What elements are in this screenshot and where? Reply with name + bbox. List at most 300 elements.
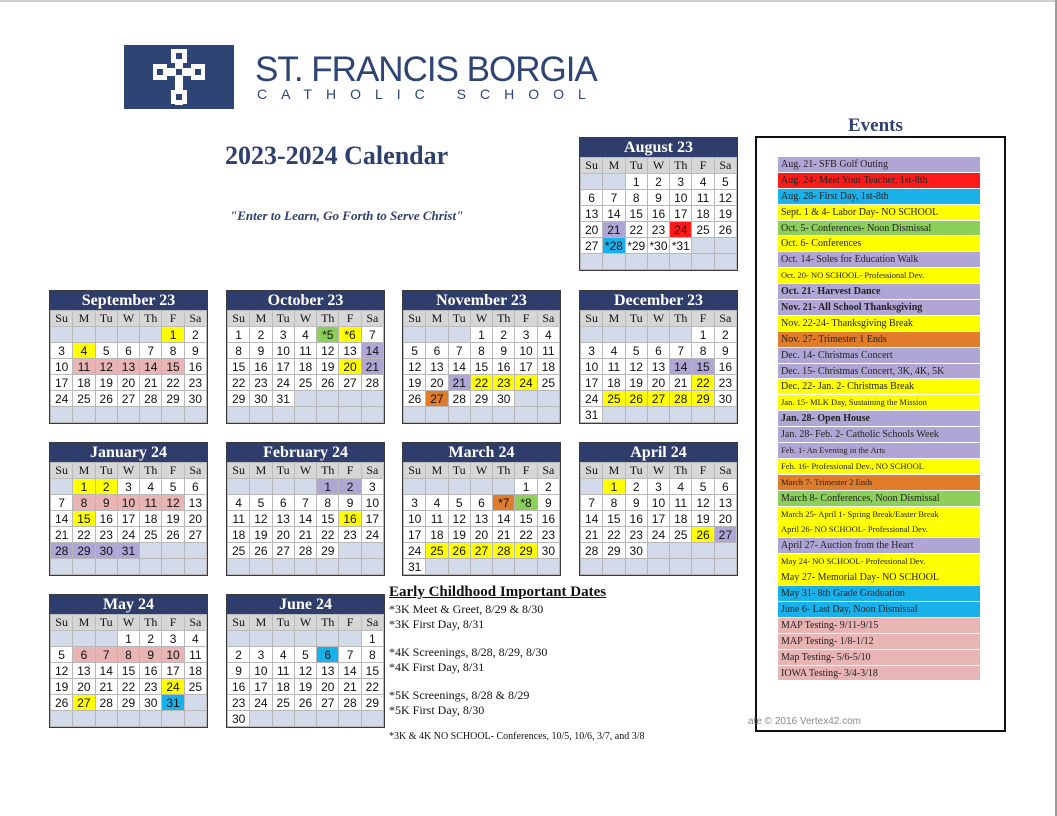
week-row: [581, 343, 737, 359]
day-cell: 12: [448, 511, 470, 527]
week-row: [228, 375, 384, 391]
day-cell: 9: [339, 495, 361, 511]
weekday-header-row: [228, 615, 384, 631]
day-cell: 28: [140, 391, 162, 407]
weekday-header: Su: [51, 311, 73, 327]
day-cell: 18: [537, 359, 559, 375]
empty-day-cell: [581, 254, 603, 270]
day-cell: 8: [470, 343, 492, 359]
day-cell: 2: [647, 174, 669, 190]
empty-day-cell: [250, 711, 272, 727]
day-cell: 20: [184, 511, 206, 527]
day-cell: 26: [162, 527, 184, 543]
weekday-header: Sa: [537, 311, 559, 327]
copyright-text: ate © 2016 Vertex42.com: [748, 716, 861, 727]
day-cell: 31: [404, 559, 426, 575]
day-cell: 5: [714, 174, 736, 190]
day-cell: 11: [184, 647, 206, 663]
weekday-header-row: [51, 615, 207, 631]
day-cell: 5: [625, 343, 647, 359]
weekday-header: Sa: [537, 463, 559, 479]
weekday-header-row: [404, 463, 560, 479]
month-grid: [227, 614, 384, 727]
weekday-header: Sa: [361, 463, 383, 479]
day-cell: 15: [361, 663, 383, 679]
empty-day-cell: [692, 238, 714, 254]
week-row: [404, 479, 560, 495]
empty-day-cell: [670, 327, 692, 343]
week-row: [228, 695, 384, 711]
day-cell: 11: [670, 495, 692, 511]
day-cell: 10: [581, 359, 603, 375]
event-item: April 27- Auction from the Heart: [778, 538, 980, 554]
week-row: [228, 359, 384, 375]
weekday-header: Th: [670, 311, 692, 327]
day-cell: 16: [537, 511, 559, 527]
day-cell: 29: [515, 543, 537, 559]
weekday-header: F: [692, 158, 714, 174]
empty-day-cell: [73, 631, 95, 647]
early-childhood-line: *3K First Day, 8/31: [389, 617, 485, 631]
day-cell: 7: [603, 190, 625, 206]
empty-day-cell: [73, 711, 95, 727]
calendar-december-23: [579, 290, 738, 424]
calendar-june-24: [226, 594, 385, 728]
weekday-header: W: [470, 311, 492, 327]
week-row: [581, 206, 737, 222]
day-cell: 15: [162, 359, 184, 375]
day-cell: 19: [95, 375, 117, 391]
month-grid: [50, 614, 207, 727]
empty-day-cell: [228, 407, 250, 423]
day-cell: 15: [515, 511, 537, 527]
day-cell: 31: [162, 695, 184, 711]
day-cell: 13: [470, 511, 492, 527]
event-item: Feb. 1- An Evening in the Arts: [778, 443, 980, 459]
day-cell: 17: [250, 679, 272, 695]
weekday-header: Tu: [272, 311, 294, 327]
day-cell: 6: [117, 343, 139, 359]
weekday-header: Tu: [625, 158, 647, 174]
day-cell: *29: [625, 238, 647, 254]
empty-day-cell: [470, 407, 492, 423]
day-cell: 5: [294, 647, 316, 663]
day-cell: 5: [162, 479, 184, 495]
day-cell: 23: [140, 679, 162, 695]
day-cell: 6: [184, 479, 206, 495]
day-cell: 8: [228, 343, 250, 359]
day-cell: 4: [184, 631, 206, 647]
empty-day-cell: [448, 327, 470, 343]
empty-day-cell: [317, 711, 339, 727]
week-row: [51, 647, 207, 663]
day-cell: 15: [73, 511, 95, 527]
day-cell: 18: [426, 527, 448, 543]
week-row: [51, 631, 207, 647]
empty-day-cell: [603, 254, 625, 270]
weekday-header: M: [250, 311, 272, 327]
day-cell: 3: [272, 327, 294, 343]
weekday-header: Th: [317, 615, 339, 631]
weekday-header: Su: [228, 615, 250, 631]
empty-day-cell: [73, 407, 95, 423]
event-item: Oct. 20- NO SCHOOL- Professional Dev.: [778, 268, 980, 284]
day-cell: 25: [294, 375, 316, 391]
empty-day-cell: [670, 543, 692, 559]
day-cell: 22: [73, 527, 95, 543]
day-cell: 4: [272, 647, 294, 663]
day-cell: 4: [73, 343, 95, 359]
day-cell: 14: [339, 663, 361, 679]
month-grid: [403, 462, 560, 575]
day-cell: 8: [625, 190, 647, 206]
empty-day-cell: [515, 559, 537, 575]
day-cell: 9: [140, 647, 162, 663]
event-item: Dec. 15- Christmas Concert, 3K, 4K, 5K: [778, 364, 980, 380]
day-cell: 3: [647, 479, 669, 495]
empty-day-cell: [250, 559, 272, 575]
school-subtitle: CATHOLIC SCHOOL: [257, 86, 600, 102]
day-cell: 18: [603, 375, 625, 391]
day-cell: 3: [162, 631, 184, 647]
day-cell: 28: [51, 543, 73, 559]
day-cell: 3: [515, 327, 537, 343]
day-cell: 25: [73, 391, 95, 407]
month-title: August 23: [580, 138, 737, 157]
day-cell: 14: [95, 663, 117, 679]
calendar-march-24: [402, 442, 561, 576]
day-cell: 18: [184, 663, 206, 679]
day-cell: 15: [317, 511, 339, 527]
day-cell: 4: [670, 479, 692, 495]
event-item: Jan. 15- MLK Day, Sustaining the Mission: [778, 395, 980, 411]
day-cell: 28: [339, 695, 361, 711]
empty-day-cell: [184, 407, 206, 423]
weekday-header: Sa: [361, 311, 383, 327]
day-cell: 23: [625, 527, 647, 543]
month-grid: [580, 157, 737, 270]
day-cell: 7: [51, 495, 73, 511]
month-grid: [580, 462, 737, 575]
week-row: [581, 222, 737, 238]
empty-day-cell: [73, 327, 95, 343]
day-cell: *6: [339, 327, 361, 343]
day-cell: 24: [250, 695, 272, 711]
day-cell: 10: [670, 190, 692, 206]
event-item: Map Testing- 5/6-5/10: [778, 650, 980, 666]
weekday-header: Tu: [625, 311, 647, 327]
week-row: [51, 511, 207, 527]
empty-day-cell: [51, 479, 73, 495]
event-item: March 8- Conferences, Noon Dismissal: [778, 491, 980, 507]
week-row: [228, 527, 384, 543]
day-cell: 9: [625, 495, 647, 511]
school-logo: [124, 45, 234, 109]
month-grid: [227, 310, 384, 423]
week-row: [51, 375, 207, 391]
empty-day-cell: [162, 407, 184, 423]
day-cell: 13: [714, 495, 736, 511]
day-cell: 8: [117, 647, 139, 663]
empty-day-cell: [426, 559, 448, 575]
empty-day-cell: [493, 407, 515, 423]
day-cell: 21: [95, 679, 117, 695]
day-cell: 17: [515, 359, 537, 375]
weekday-header: M: [73, 463, 95, 479]
early-childhood-note: *3K & 4K NO SCHOOL- Conferences, 10/5, 10/6, 3/7, and 3/8: [389, 731, 645, 742]
day-cell: 27: [714, 527, 736, 543]
weekday-header: F: [515, 311, 537, 327]
day-cell: 11: [73, 359, 95, 375]
week-row: [581, 527, 737, 543]
day-cell: 13: [339, 343, 361, 359]
day-cell: 29: [361, 695, 383, 711]
weekday-header: F: [515, 463, 537, 479]
empty-day-cell: [272, 479, 294, 495]
day-cell: 19: [51, 679, 73, 695]
day-cell: 27: [184, 527, 206, 543]
day-cell: 6: [317, 647, 339, 663]
day-cell: 4: [140, 479, 162, 495]
day-cell: 20: [339, 359, 361, 375]
empty-day-cell: [625, 559, 647, 575]
day-cell: 12: [95, 359, 117, 375]
day-cell: 1: [515, 479, 537, 495]
day-cell: 15: [692, 359, 714, 375]
empty-day-cell: [272, 407, 294, 423]
week-row: [51, 679, 207, 695]
empty-day-cell: [95, 327, 117, 343]
day-cell: 23: [339, 527, 361, 543]
day-cell: 23: [228, 695, 250, 711]
weekday-header: Su: [228, 463, 250, 479]
day-cell: 23: [95, 527, 117, 543]
day-cell: 5: [404, 343, 426, 359]
empty-day-cell: [692, 559, 714, 575]
weekday-header: W: [117, 615, 139, 631]
day-cell: 4: [294, 327, 316, 343]
empty-day-cell: [294, 559, 316, 575]
day-cell: 18: [140, 511, 162, 527]
day-cell: 21: [581, 527, 603, 543]
calendar-october-23: [226, 290, 385, 424]
week-row: [581, 327, 737, 343]
day-cell: 19: [294, 679, 316, 695]
day-cell: 20: [581, 222, 603, 238]
day-cell: 25: [692, 222, 714, 238]
empty-day-cell: [339, 711, 361, 727]
day-cell: 18: [294, 359, 316, 375]
empty-day-cell: [339, 559, 361, 575]
week-row: [51, 695, 207, 711]
month-title: June 24: [227, 595, 384, 614]
day-cell: 19: [404, 375, 426, 391]
day-cell: 16: [339, 511, 361, 527]
day-cell: 14: [51, 511, 73, 527]
day-cell: 23: [184, 375, 206, 391]
empty-day-cell: [361, 391, 383, 407]
day-cell: 27: [272, 543, 294, 559]
weekday-header: M: [426, 463, 448, 479]
day-cell: 2: [184, 327, 206, 343]
empty-day-cell: [339, 407, 361, 423]
week-row: [228, 511, 384, 527]
day-cell: 18: [692, 206, 714, 222]
month-title: November 23: [403, 291, 560, 310]
event-item: Jan. 28- Feb. 2- Catholic Schools Week: [778, 427, 980, 443]
day-cell: 9: [537, 495, 559, 511]
event-item: MAP Testing- 9/11-9/15: [778, 618, 980, 634]
empty-day-cell: [140, 559, 162, 575]
day-cell: 20: [272, 527, 294, 543]
day-cell: 17: [361, 511, 383, 527]
event-item: May 24- NO SCHOOL- Professional Dev.: [778, 554, 980, 570]
empty-day-cell: [647, 407, 669, 423]
week-row: [51, 543, 207, 559]
day-cell: 10: [361, 495, 383, 511]
empty-day-cell: [493, 479, 515, 495]
day-cell: 11: [603, 359, 625, 375]
day-cell: 8: [73, 495, 95, 511]
day-cell: 26: [294, 695, 316, 711]
day-cell: *31: [670, 238, 692, 254]
day-cell: 6: [272, 495, 294, 511]
empty-day-cell: [317, 407, 339, 423]
day-cell: 30: [250, 391, 272, 407]
day-cell: 13: [426, 359, 448, 375]
empty-day-cell: [670, 254, 692, 270]
day-cell: 2: [625, 479, 647, 495]
weekday-header: Th: [317, 311, 339, 327]
day-cell: 30: [625, 543, 647, 559]
day-cell: 16: [493, 359, 515, 375]
week-row: [51, 663, 207, 679]
day-cell: 29: [117, 695, 139, 711]
empty-day-cell: [625, 327, 647, 343]
day-cell: 5: [448, 495, 470, 511]
early-childhood-line: *3K Meet & Greet, 8/29 & 8/30: [389, 602, 544, 616]
empty-day-cell: [184, 543, 206, 559]
weekday-header: F: [692, 311, 714, 327]
day-cell: 15: [603, 511, 625, 527]
day-cell: 25: [426, 543, 448, 559]
day-cell: 13: [184, 495, 206, 511]
day-cell: 23: [537, 527, 559, 543]
day-cell: 9: [184, 343, 206, 359]
day-cell: 4: [426, 495, 448, 511]
page-top-edge: [0, 0, 1057, 2]
weekday-header: W: [647, 158, 669, 174]
day-cell: 10: [515, 343, 537, 359]
weekday-header: Su: [581, 311, 603, 327]
day-cell: *7: [493, 495, 515, 511]
day-cell: 31: [581, 407, 603, 423]
day-cell: 13: [317, 663, 339, 679]
day-cell: 3: [250, 647, 272, 663]
empty-day-cell: [184, 695, 206, 711]
event-item: March 7- Trimester 2 Ends: [778, 475, 980, 491]
day-cell: 11: [294, 343, 316, 359]
week-row: [228, 543, 384, 559]
empty-day-cell: [603, 559, 625, 575]
week-row: [51, 711, 207, 727]
week-row: [581, 407, 737, 423]
day-cell: 17: [162, 663, 184, 679]
empty-day-cell: [448, 479, 470, 495]
day-cell: 30: [184, 391, 206, 407]
event-item: Aug. 24- Meet Your Teacher, 1st-8th: [778, 173, 980, 189]
day-cell: 25: [184, 679, 206, 695]
week-row: [404, 327, 560, 343]
day-cell: 16: [228, 679, 250, 695]
week-row: [581, 495, 737, 511]
month-title: May 24: [50, 595, 207, 614]
day-cell: 2: [250, 327, 272, 343]
day-cell: 12: [294, 663, 316, 679]
day-cell: 5: [250, 495, 272, 511]
event-item: Nov. 21- All School Thanksgiving: [778, 300, 980, 316]
empty-day-cell: [470, 479, 492, 495]
day-cell: 9: [95, 495, 117, 511]
day-cell: 30: [537, 543, 559, 559]
weekday-header: Su: [228, 311, 250, 327]
week-row: [581, 559, 737, 575]
day-cell: 12: [250, 511, 272, 527]
calendar-february-24: [226, 442, 385, 576]
weekday-header-row: [581, 463, 737, 479]
day-cell: 14: [581, 511, 603, 527]
day-cell: 21: [603, 222, 625, 238]
day-cell: 3: [117, 479, 139, 495]
day-cell: 6: [426, 343, 448, 359]
day-cell: 10: [250, 663, 272, 679]
week-row: [581, 375, 737, 391]
weekday-header-row: [51, 463, 207, 479]
day-cell: 17: [670, 206, 692, 222]
day-cell: 18: [670, 511, 692, 527]
weekday-header: Su: [404, 463, 426, 479]
day-cell: 6: [73, 647, 95, 663]
day-cell: 17: [647, 511, 669, 527]
day-cell: 1: [228, 327, 250, 343]
empty-day-cell: [51, 711, 73, 727]
weekday-header: F: [339, 311, 361, 327]
event-item: Oct. 6- Conferences: [778, 236, 980, 252]
event-item: Oct. 5- Conferences- Noon Dismissal: [778, 221, 980, 237]
empty-day-cell: [339, 543, 361, 559]
empty-day-cell: [625, 254, 647, 270]
day-cell: 22: [625, 222, 647, 238]
day-cell: 16: [250, 359, 272, 375]
day-cell: 15: [625, 206, 647, 222]
weekday-header: F: [692, 463, 714, 479]
day-cell: 15: [117, 663, 139, 679]
event-item: Dec. 14- Christmas Concert: [778, 348, 980, 364]
day-cell: 26: [317, 375, 339, 391]
day-cell: 25: [272, 695, 294, 711]
day-cell: 25: [140, 527, 162, 543]
day-cell: 22: [692, 375, 714, 391]
day-cell: 13: [272, 511, 294, 527]
day-cell: 28: [448, 391, 470, 407]
day-cell: 8: [603, 495, 625, 511]
day-cell: 14: [493, 511, 515, 527]
empty-day-cell: [426, 479, 448, 495]
month-grid: [580, 310, 737, 423]
week-row: [581, 359, 737, 375]
weekday-header: Sa: [714, 158, 736, 174]
day-cell: 2: [493, 327, 515, 343]
